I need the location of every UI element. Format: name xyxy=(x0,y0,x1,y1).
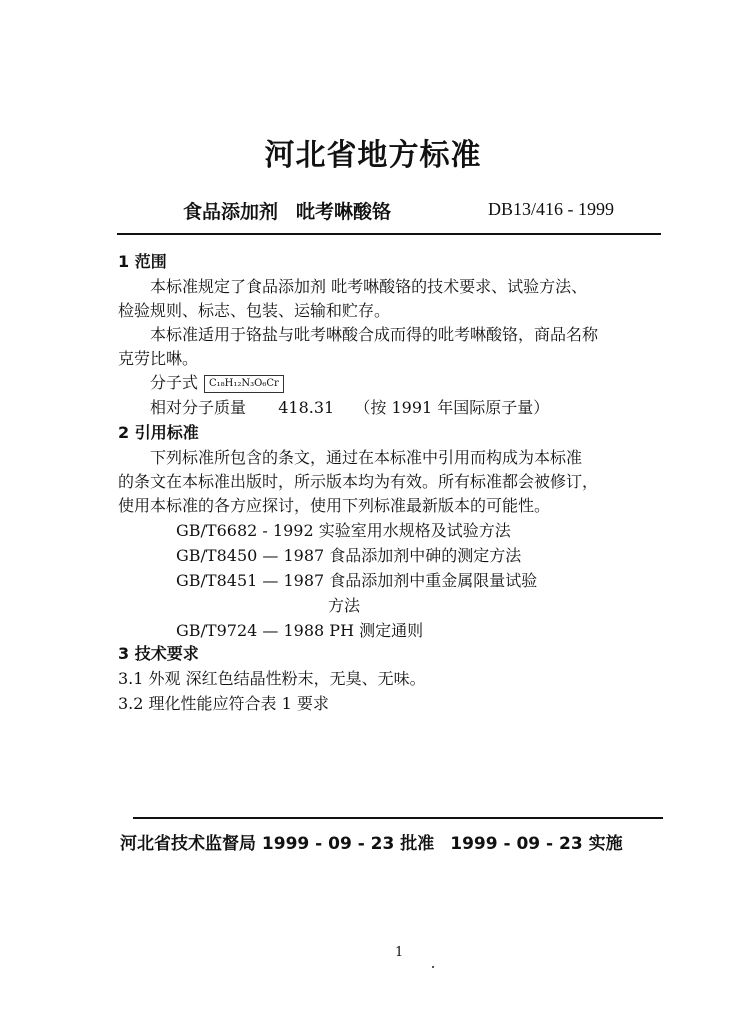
section-1-para2-line1: 本标准适用于铬盐与吡考啉酸合成而得的吡考啉酸铬，商品名称 xyxy=(150,325,599,344)
section-1-heading: 1 范围 xyxy=(118,252,167,271)
section-2-para-line1: 下列标准所包含的条文，通过在本标准中引用而构成为本标准 xyxy=(150,448,583,467)
formula-value: C₁₈H₁₂N₃O₆Cr xyxy=(204,375,284,393)
section-3-item-1: 3.1 外观 深红色结晶性粉末，无臭、无味。 xyxy=(118,669,426,688)
reference-item: GB/T9724 — 1988 PH 测定通则 xyxy=(176,621,424,640)
standard-subtitle xyxy=(183,197,391,224)
section-1-para1-line2: 检验规则、标志、包装、运输和贮存。 xyxy=(118,301,391,320)
section-1-para2-line2: 克劳比啉。 xyxy=(118,349,199,368)
mass-value: 418.31 xyxy=(278,398,335,417)
mass-note: （按 1991 年国际原子量） xyxy=(354,398,550,417)
molecular-mass-row xyxy=(150,398,549,418)
section-3-heading: 3 技术要求 xyxy=(118,644,199,663)
reference-item: GB/T6682 - 1992 实验室用水规格及试验方法 xyxy=(176,521,511,540)
page-number: 1 xyxy=(395,945,404,960)
reference-item-continuation: 方法 xyxy=(328,596,361,615)
implement-date: 1999 - 09 - 23 实施 xyxy=(450,834,623,854)
molecular-formula-row xyxy=(150,373,284,393)
mass-label: 相对分子质量 xyxy=(150,398,247,417)
standard-code: DB13/416 - 1999 xyxy=(488,199,614,219)
document-title: 河北省地方标准 xyxy=(264,138,482,173)
footer-approval xyxy=(120,829,623,854)
reference-item: GB/T8450 — 1987 食品添加剂中砷的测定方法 xyxy=(176,546,522,565)
section-1-para1-line1: 本标准规定了食品添加剂 吡考啉酸铬的技术要求、试验方法、 xyxy=(150,277,588,296)
approve-date: 1999 - 09 - 23 批准 xyxy=(261,834,435,854)
section-2-para-line3: 使用本标准的各方应探讨，使用下列标准最新版本的可能性。 xyxy=(118,496,551,515)
section-2-heading: 2 引用标准 xyxy=(118,423,199,442)
formula-label: 分子式 xyxy=(150,373,199,392)
reference-item: GB/T8451 — 1987 食品添加剂中重金属限量试验 xyxy=(176,571,538,590)
scan-speck xyxy=(432,966,434,968)
subtitle-category: 食品添加剂 xyxy=(183,201,279,223)
section-2-para-line2: 的条文在本标准出版时，所示版本均为有效。所有标准都会被修订， xyxy=(118,472,599,491)
subtitle-name: 吡考啉酸铬 xyxy=(296,201,392,223)
section-3-item-2: 3.2 理化性能应符合表 1 要求 xyxy=(118,694,329,713)
issuer: 河北省技术监督局 xyxy=(120,834,256,854)
bottom-divider xyxy=(133,817,663,819)
top-divider xyxy=(117,233,661,235)
